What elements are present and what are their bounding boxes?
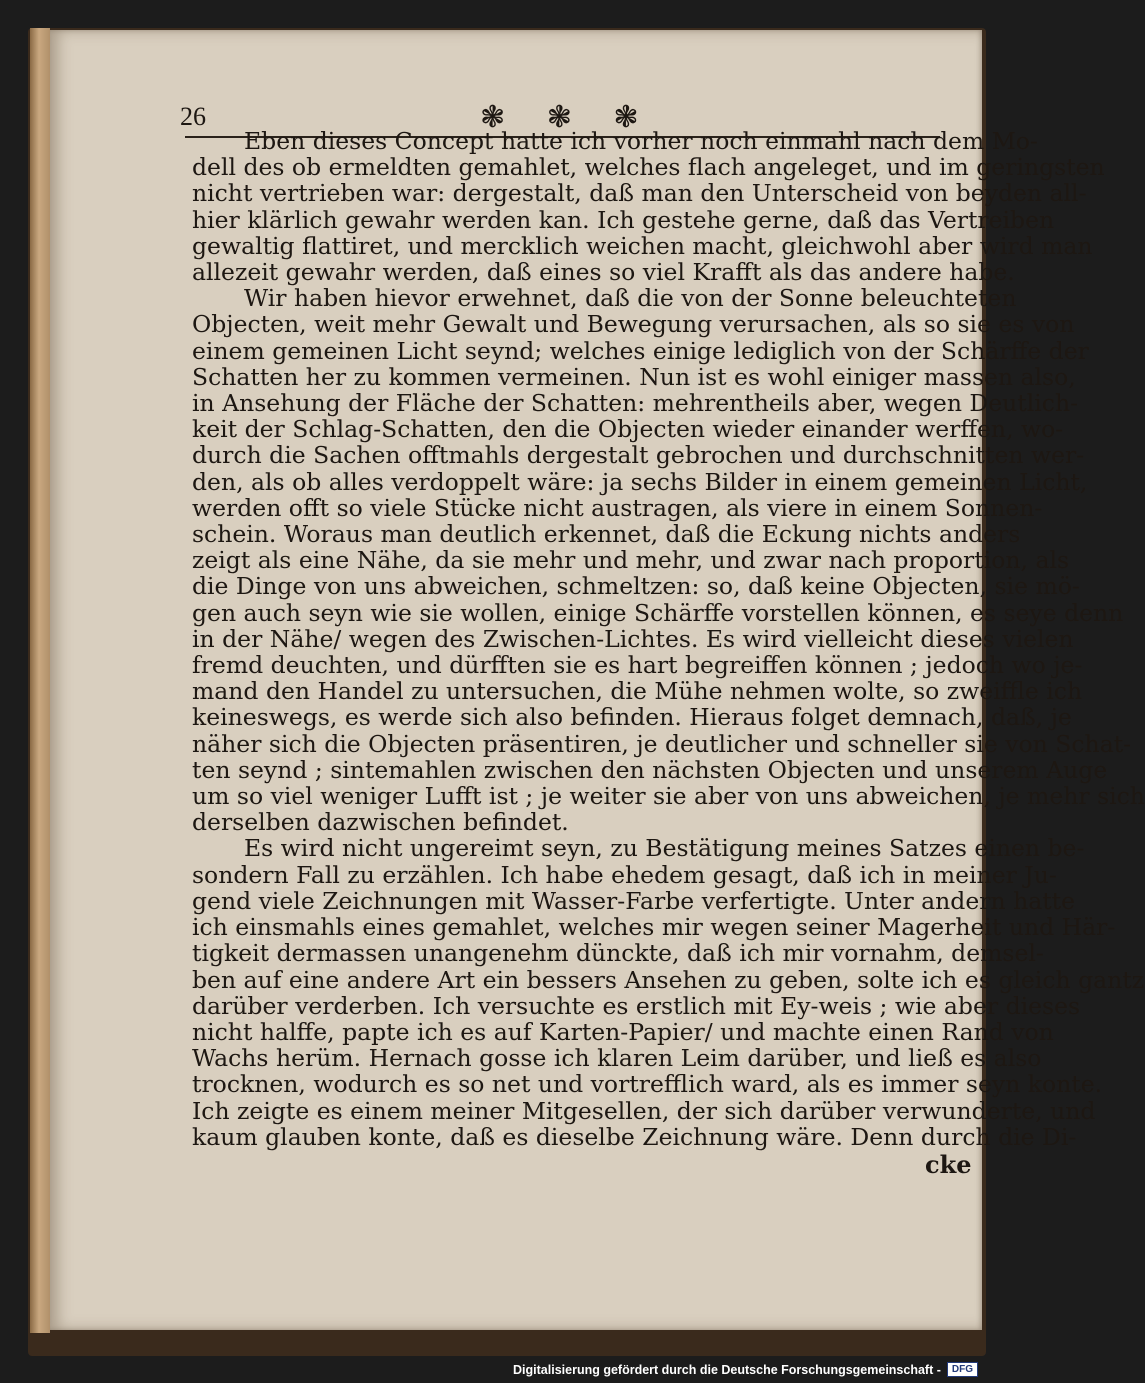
text-line: den, als ob alles verdoppelt wäre: ja sechs Bilder in einem gemeinen Licht, xyxy=(192,467,1088,496)
text-line: hier klärlich gewahr werden kan. Ich gestehe gerne, daß das Vertreiben xyxy=(192,205,1055,234)
text-line: ten seynd ; sintemahlen zwischen den nächsten Objecten und unserem Auge xyxy=(192,755,1108,784)
footer-text: Digitalisierung gefördert durch die Deutsche Forschungsgemeinschaft - xyxy=(513,1362,941,1377)
page-edge xyxy=(30,28,50,1333)
text-line: fremd deuchten, und dürfften sie es hart begreiffen können ; jedoch wo je- xyxy=(192,651,1083,680)
page-number: 26 xyxy=(180,102,206,131)
text-line: kaum glauben konte, daß es dieselbe Zeichnung wäre. Denn durch die Di- xyxy=(192,1122,1077,1151)
text-line: ich einsmahls eines gemahlet, welches mir wegen seiner Magerheit und Här- xyxy=(192,913,1116,942)
text-line: werden offt so viele Stücke nicht austragen, als viere in einem Sonnen- xyxy=(192,493,1043,522)
text-line: schein. Woraus man deutlich erkennet, daß die Eckung nichts anders xyxy=(192,520,1021,549)
body-text xyxy=(192,127,1145,1168)
ornament-icon: ❃ xyxy=(613,100,655,135)
text-line: gewaltig flattiret, und mercklich weichen macht, gleichwohl aber wird man xyxy=(192,231,1093,260)
text-line: einem gemeinen Licht seynd; welches einige lediglich von der Schärffe der xyxy=(192,336,1089,365)
text-line: Wachs herüm. Hernach gosse ich klaren Leim darüber, und ließ es also xyxy=(192,1044,1042,1073)
text-line: dell des ob ermeldten gemahlet, welches flach angeleget, und im geringsten xyxy=(192,153,1105,182)
text-line: Es wird nicht ungereimt seyn, zu Bestätigung meines Satzes einen be- xyxy=(244,834,1085,863)
text-line: trocknen, wodurch es so net und vortrefflich ward, als es immer seyn konte. xyxy=(192,1070,1103,1099)
text-line: mand den Handel zu untersuchen, die Mühe nehmen wolte, so zweiffle ich xyxy=(192,677,1083,706)
text-line: in der Nähe/ wegen des Zwischen-Lichtes. Es wird vielleicht dieses vielen xyxy=(192,624,1074,653)
text-line: in Ansehung der Fläche der Schatten: mehrentheils aber, wegen Deutlich- xyxy=(192,389,1079,418)
paragraph-3 xyxy=(192,834,1145,1151)
text-line: tigkeit dermassen unangenehm dünckte, daß ich mir vornahm, demsel- xyxy=(192,939,1044,968)
paragraph-1 xyxy=(192,127,1105,287)
text-line: die Dinge von uns abweichen, schmeltzen: so, daß keine Objecten, sie mö- xyxy=(192,572,1080,601)
paragraph-2 xyxy=(192,284,1145,837)
text-line: Wir haben hievor erwehnet, daß die von der Sonne beleuchteten xyxy=(244,284,1017,313)
text-line: keit der Schlag-Schatten, den die Objecten wieder einander werffen, wo- xyxy=(192,415,1064,444)
text-line: Objecten, weit mehr Gewalt und Bewegung verursachen, als so sie es von xyxy=(192,310,1075,339)
digitization-footer xyxy=(513,1362,978,1377)
ornament-icon: ❃ xyxy=(546,100,588,135)
text-line: keineswegs, es werde sich also befinden. Hieraus folget demnach, daß, je xyxy=(192,703,1072,732)
text-line: Schatten her zu kommen vermeinen. Nun ist es wohl einiger massen also, xyxy=(192,362,1076,391)
text-line: sondern Fall zu erzählen. Ich habe ehedem gesagt, daß ich in meiner Ju- xyxy=(192,860,1057,889)
text-line: zeigt als eine Nähe, da sie mehr und mehr, und zwar nach proportion, als xyxy=(192,546,1070,575)
text-line: Eben dieses Concept hatte ich vorher noch einmahl nach dem Mo- xyxy=(244,127,1038,155)
text-line: darüber verderben. Ich versuchte es erstlich mit Ey-weis ; wie aber dieses xyxy=(192,991,1081,1020)
text-line: allezeit gewahr werden, daß eines so viel Krafft als das andere habe. xyxy=(192,258,1015,287)
text-line: nicht vertrieben war: dergestalt, daß man den Unterscheid von beyden all- xyxy=(192,179,1087,208)
text-line: nicht halffe, papte ich es auf Karten-Papier/ und machte einen Rand von xyxy=(192,1017,1054,1046)
text-line: durch die Sachen offtmahls dergestalt gebrochen und durchschnitten wer- xyxy=(192,441,1085,470)
text-line: näher sich die Objecten präsentiren, je deutlicher und schneller sie von Schat- xyxy=(192,729,1132,758)
text-line: gend viele Zeichnungen mit Wasser-Farbe verfertigte. Unter andern hatte xyxy=(192,886,1076,915)
dfg-logo-icon: DFG xyxy=(947,1362,978,1377)
text-line: Ich zeigte es einem meiner Mitgesellen, der sich darüber verwunderte, und xyxy=(192,1096,1096,1125)
catchword: cke xyxy=(925,1150,972,1179)
text-line: derselben dazwischen befindet. xyxy=(192,808,569,837)
text-line: um so viel weniger Lufft ist ; je weiter sie aber von uns abweichen, je mehr sich xyxy=(192,782,1145,811)
ornament-icon: ❃ xyxy=(480,100,522,135)
text-line: gen auch seyn wie sie wollen, einige Schärffe vorstellen können, es seye denn xyxy=(192,598,1124,627)
text-line: ben auf eine andere Art ein bessers Ansehen zu geben, solte ich es gleich gantz xyxy=(192,965,1145,994)
